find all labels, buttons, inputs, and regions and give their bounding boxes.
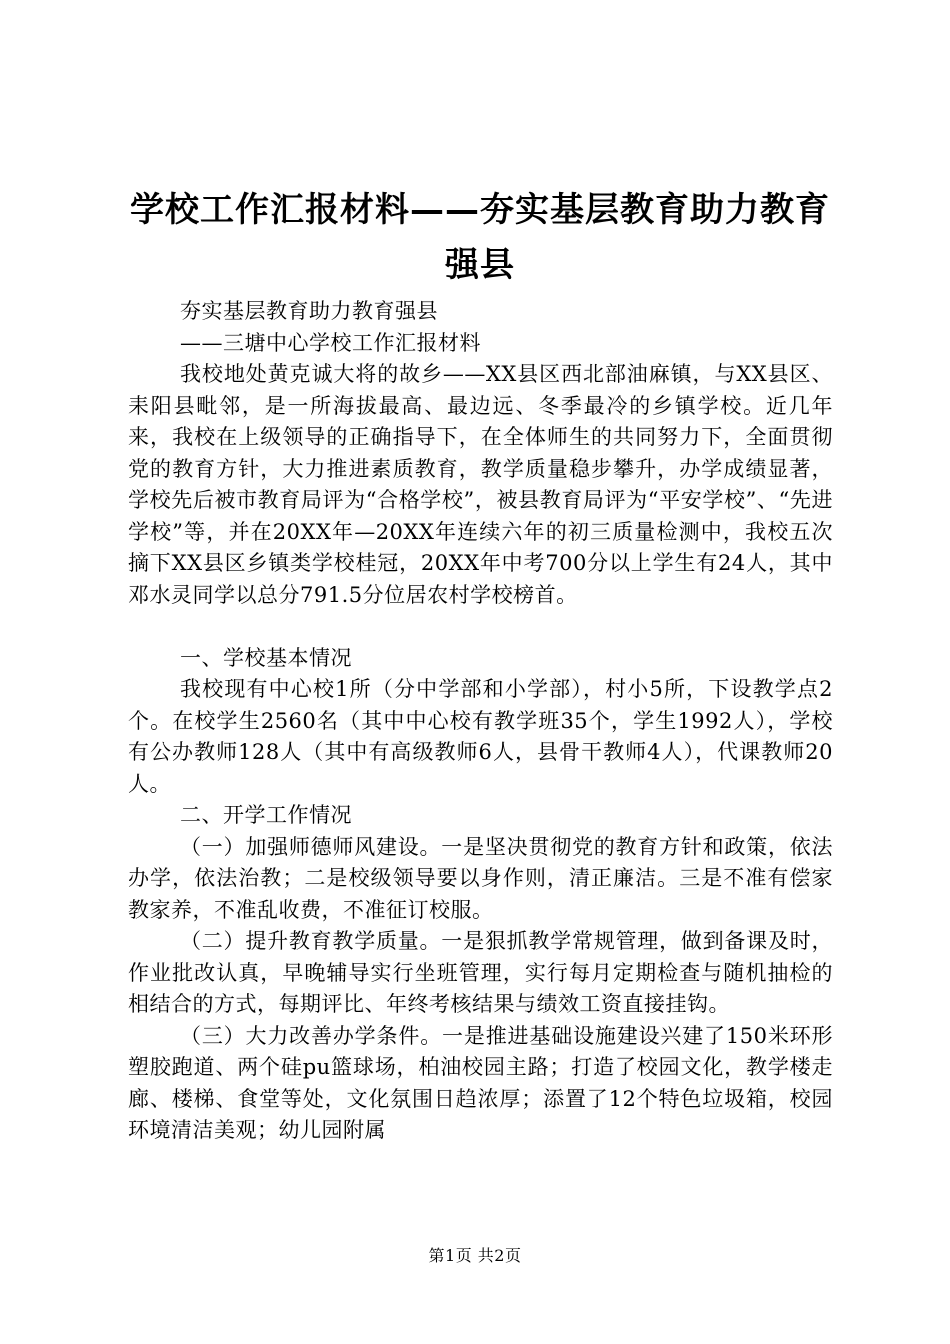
subtitle: 夯实基层教育助力教育强县 <box>180 299 438 323</box>
paragraph-intro: 我校地处黄克诚大将的故乡——XX县区西北部油麻镇，与XX县区、耒阳县毗邻，是一所海拔最高、最边远、冬季最冷的乡镇学校。近几年来，我校在上级领导的正确指导下，在全体师生的共同努力下，全面贯彻党的教育方针，大力推进素质教育，教学质量稳步攀升，办学成绩显著，学校先后被市教育局评为“合格学校”，被县教育局评为“平安学校”、“先进学校”等，并在20XX年—20XX年连续六年的初三质量检测中，我校五次摘下XX县区乡镇类学校桂冠，20XX年中考700分以上学生有24人，其中邓水灵同学以总分791.5分位居农村学校榜首。 <box>128 362 833 607</box>
paragraph-item-3: （三）大力改善办学条件。一是推进基础设施建设兴建了150米环形塑胶跑道、两个硅pu篮球场，柏油校园主路；打造了校园文化，教学楼走廊、楼梯、食堂等处，文化氛围日趋浓厚；添置了12个特色垃圾箱，校园环境清洁美观；幼儿园附属 <box>128 1023 833 1142</box>
page-number-footer: 第1页 共2页 <box>428 1246 522 1265</box>
document-body <box>128 296 833 1147</box>
paragraph-item-2: （二）提升教育教学质量。一是狠抓教学常规管理，做到备课及时，作业批改认真，早晚辅导实行坐班管理，实行每月定期检查与随机抽检的相结合的方式，每期评比、年终考核结果与绩效工资直接挂钩。 <box>128 929 833 1016</box>
section-heading-1: 一、学校基本情况 <box>180 645 352 670</box>
document-title-line-1: 学校工作汇报材料——夯实基层教育助力教育 <box>130 190 830 230</box>
section-heading-2: 二、开学工作情况 <box>180 803 352 827</box>
subtitle-source: ——三塘中心学校工作汇报材料 <box>180 330 481 355</box>
paragraph-basic-info: 我校现有中心校1所（分中学部和小学部），村小5所，下设教学点2个。在校学生2560名（其中中心校有教学班35个，学生1992人），学校有公办教师128人（其中有高级教师6人，县骨干教师4人），代课教师20人。 <box>128 677 833 796</box>
document-title-line-2: 强县 <box>445 245 515 285</box>
paragraph-item-1: （一）加强师德师风建设。一是坚决贯彻党的教育方针和政策，依法办学，依法治教；二是校级领导要以身作则，清正廉洁。三是不准有偿家教家养，不准乱收费，不准征订校服。 <box>128 834 833 922</box>
